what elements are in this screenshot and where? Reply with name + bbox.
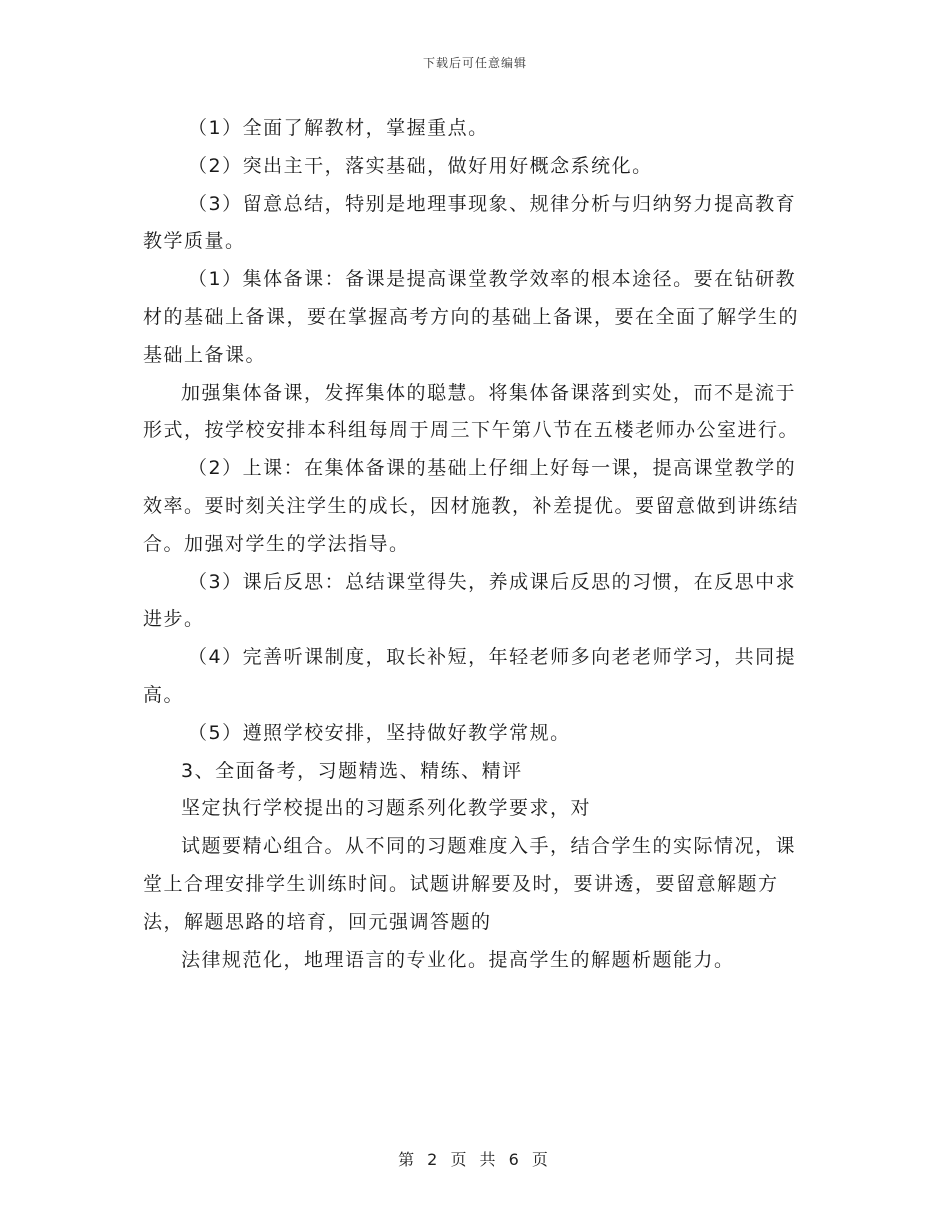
paragraph-6: （2）上课：在集体备课的基础上仔细上好每一课，提高课堂教学的效率。要时刻关注学生的成长，因材施教，补差提优。要留意做到讲练结合。加强对学生的学法指导。	[143, 457, 800, 555]
paragraph-3: （3）留意总结，特别是地理事现象、规律分析与归纳努力提高教育教学质量。	[143, 192, 797, 253]
paragraph-5: 加强集体备课，发挥集体的聪慧。将集体备课落到实处，而不是流于形式，按学校安排本科组每周于周三下午第八节在五楼老师办公室进行。	[143, 381, 800, 442]
paragraph-1: （1）全面了解教材，掌握重点。	[188, 117, 489, 139]
paragraph-12: 试题要精心组合。从不同的习题难度入手，结合学生的实际情况，课堂上合理安排学生训练时间。试题讲解要及时，要讲透，要留意解题方法，解题思路的培育，回元强调答题的	[143, 835, 797, 933]
paragraph-11: 坚定执行学校提出的习题系列化教学要求，对	[181, 797, 592, 820]
page-footer: 第 2 页 共 6 页	[398, 1150, 552, 1169]
section-heading: 3、全面备考，习题精选、精练、精评	[181, 759, 523, 782]
paragraph-4: （1）集体备课：备课是提高课堂教学效率的根本途径。要在钻研教材的基础上备课，要在掌握高考方向的基础上备课，要在全面了解学生的基础上备课。	[143, 268, 800, 366]
paragraph-8: （4）完善听课制度，取长补短，年轻老师多向老老师学习，共同提高。	[143, 646, 797, 706]
paragraph-2: （2）突出主干，落实基础，做好用好概念系统化。	[188, 154, 653, 177]
page-header: 下载后可任意编辑	[422, 56, 527, 70]
document-body	[143, 110, 813, 979]
paragraph-7: （3）课后反思：总结课堂得失，养成课后反思的习惯，在反思中求进步。	[143, 570, 797, 631]
paragraph-13: 法律规范化，地理语言的专业化。提高学生的解题析题能力。	[181, 948, 735, 971]
paragraph-9: （5）遵照学校安排，坚持做好教学常规。	[188, 721, 571, 744]
